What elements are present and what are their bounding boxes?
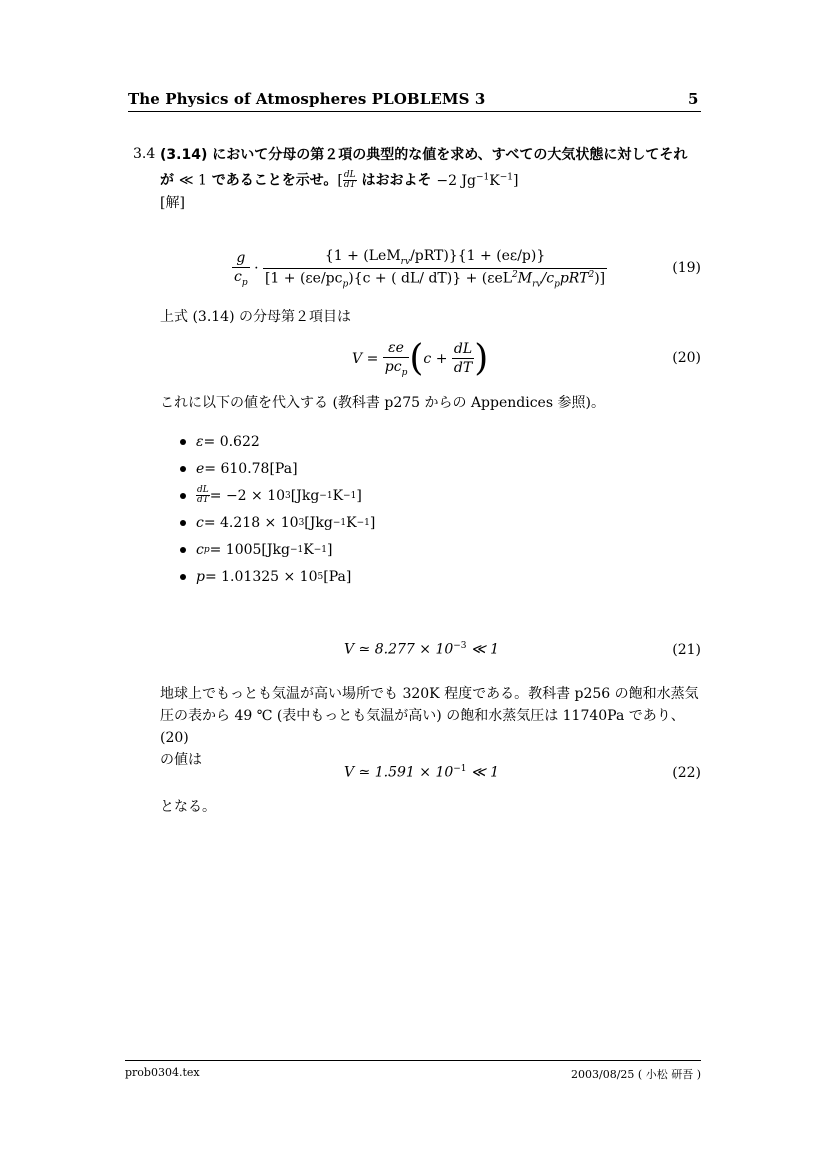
value-unit: [Jkg bbox=[290, 487, 320, 504]
eq19-den-part2: ){c + ( dL/ dT)} + (εeL bbox=[348, 270, 513, 287]
eq19-den-part6: )] bbox=[594, 270, 606, 287]
eq19-main-fraction bbox=[263, 248, 607, 289]
bullet-icon bbox=[180, 466, 186, 472]
problem-statement bbox=[160, 144, 704, 192]
eq22-exponent: −1 bbox=[453, 764, 467, 774]
para3-line3: の値は bbox=[160, 752, 202, 768]
eq19-lhs-fraction bbox=[232, 250, 250, 288]
eq19-lhs-den: $c_p$ bbox=[234, 268, 248, 288]
paragraph-conclusion: となる。 bbox=[160, 799, 216, 815]
value-symbol: ε bbox=[196, 433, 204, 450]
eq20-number: (20) bbox=[672, 350, 701, 366]
eq21-tail: ≪ 1 bbox=[466, 641, 500, 658]
paragraph-substitute: これに以下の値を代入する (教科書 p275 からの Appendices 参照)。 bbox=[160, 395, 605, 411]
value-expression: = −2 × 10 bbox=[209, 487, 286, 504]
value-symbol: c bbox=[196, 541, 204, 558]
eq21-exponent: −3 bbox=[453, 641, 467, 651]
eq20-fraction-ee: $\frac{\varepsilon e}{pc_p}$ bbox=[384, 340, 408, 378]
problem-number: 3.4 bbox=[133, 146, 156, 162]
eq19-den-part4: /c bbox=[541, 270, 555, 287]
hint-close-bracket: ] bbox=[513, 172, 519, 189]
value-symbol: p bbox=[196, 568, 205, 585]
eq20-fraction-dl-dt: $\frac{dL}{dT}$ bbox=[453, 341, 473, 377]
eq19-den-part3: M bbox=[517, 270, 533, 287]
hint-fraction bbox=[343, 171, 357, 190]
hint-value: −2 $Jg^{-1}K^{-1}$ bbox=[436, 172, 514, 189]
eq21-number: (21) bbox=[672, 642, 701, 658]
running-header-title: The Physics of Atmospheres PLOBLEMS 3 bbox=[128, 90, 486, 108]
para3-line2: 圧の表から 49 ℃ (表中もっとも気温が高い) の飽和水蒸気圧は 11740Pa であり、(20) bbox=[160, 708, 685, 746]
eq22-tail: ≪ 1 bbox=[466, 764, 500, 781]
hint-frac-numerator: dL bbox=[343, 170, 356, 181]
eq19-den-part1: [1 + (εe/pc bbox=[264, 270, 343, 287]
hint-value-main: −2 Jg bbox=[436, 172, 477, 189]
para3-line1: 地球上でもっとも気温が高い場所でも 320K 程度である。教科書 p256 の飽和水蒸気 bbox=[160, 686, 699, 702]
hint-text: はおおよそ bbox=[361, 172, 432, 189]
problem-text-show: であることを示せ。 bbox=[211, 172, 338, 189]
list-item bbox=[180, 455, 375, 482]
hint-open-bracket: [ bbox=[337, 172, 343, 189]
value-expression: = 0.622 bbox=[203, 433, 260, 450]
equation-22 bbox=[344, 764, 499, 781]
paragraph-denominator-term: 上式 (3.14) の分母第２項目は bbox=[160, 309, 351, 325]
eq19-num-part1: {1 + (LeM bbox=[324, 248, 401, 264]
problem-much-less: ≪ 1 bbox=[178, 172, 207, 189]
footer-rule bbox=[125, 1060, 701, 1061]
problem-text-line1: において分母の第２項の典型的な値を求め、すべての大気状態に対してそれ bbox=[212, 147, 688, 163]
eq19-num-part2: /pRT)}{1 + (eε/p)} bbox=[410, 248, 546, 264]
eq22-number: (22) bbox=[672, 765, 701, 781]
value-unit: [Jkg bbox=[304, 514, 333, 531]
value-symbol: c bbox=[196, 514, 204, 531]
list-item: c p = 1005 [Jkg −1 K −1 ] bbox=[180, 536, 375, 563]
eq19-den-part5: pRT bbox=[559, 270, 589, 287]
eq19-numerator: {1 + (LeM$_{rv}$/pRT)}{1 + (eε/p)} bbox=[263, 248, 607, 269]
eq19-number: (19) bbox=[672, 260, 701, 276]
bullet-icon bbox=[180, 547, 186, 553]
value-expression: = 1005 bbox=[209, 541, 262, 558]
value-symbol: e bbox=[196, 460, 205, 477]
bullet-icon bbox=[180, 439, 186, 445]
paragraph-max-temperature bbox=[160, 683, 704, 771]
values-list bbox=[180, 428, 375, 590]
list-item bbox=[180, 428, 375, 455]
value-expression: = 610.78 bbox=[204, 460, 270, 477]
eq19-lhs-num: g bbox=[232, 250, 250, 268]
bullet-icon bbox=[180, 520, 186, 526]
list-item: $\frac{dL}{dT}$ = −2 × 10 3 [Jkg −1 K −1 ] bbox=[180, 482, 375, 509]
problem-ref: (3.14) bbox=[160, 147, 208, 163]
solution-label: [解] bbox=[160, 195, 185, 211]
eq19-cp-c: c bbox=[234, 268, 242, 285]
page-number: 5 bbox=[688, 90, 699, 108]
equation-20: V = $\frac{\varepsilon e}{pc_p}$ (c + $\frac{dL}{dT}$ ) bbox=[352, 337, 489, 379]
footer-date-author: 2003/08/25 ( 小松 研吾 ) bbox=[571, 1068, 701, 1081]
footer-filename: prob0304.tex bbox=[125, 1066, 200, 1079]
equation-19: $\frac{g}{c_p}$ · $\frac{\{1 + (LeM_{rv}/pRT)\}\{1 + (e\varepsilon/p)\}}{[1 + (\varepsilon e/pc_p)\{c + ( dL/ dT)\} + (\varepsilon eL^2M_{rv}/c_ppRT^2)]}$ bbox=[234, 248, 606, 290]
equation-21 bbox=[344, 641, 499, 658]
eq19-denominator: [$1 + (\varepsilon e/pc_p)\{c$ + ( dL/ $dT)\} + (\varepsilon eL^2M_{rv}/c_ppRT^2)$] bbox=[264, 269, 606, 290]
list-item: c = 4.218 × 10 3 [Jkg −1 K −1 ] bbox=[180, 509, 375, 536]
value-unit: [Jkg bbox=[261, 541, 290, 558]
list-item: p = 1.01325 × 10 5 [Pa] bbox=[180, 563, 375, 590]
value-expression: = 4.218 × 10 bbox=[203, 514, 299, 531]
hint-frac-denominator: dT bbox=[343, 180, 356, 191]
eq21-main: V ≃ 8.277 × 10 bbox=[344, 641, 454, 658]
eq22-main: V ≃ 1.591 × 10 bbox=[344, 764, 454, 781]
value-unit: [Pa] bbox=[323, 568, 352, 585]
value-expression: = 1.01325 × 10 bbox=[204, 568, 318, 585]
header-rule bbox=[128, 111, 701, 112]
value-symbol-dl-dt: $\frac{dL}{dT}$ bbox=[197, 485, 209, 505]
problem-text-ga: が bbox=[160, 172, 174, 189]
bullet-icon bbox=[180, 574, 186, 580]
bullet-icon bbox=[180, 493, 186, 499]
value-unit: [Pa] bbox=[269, 460, 298, 477]
